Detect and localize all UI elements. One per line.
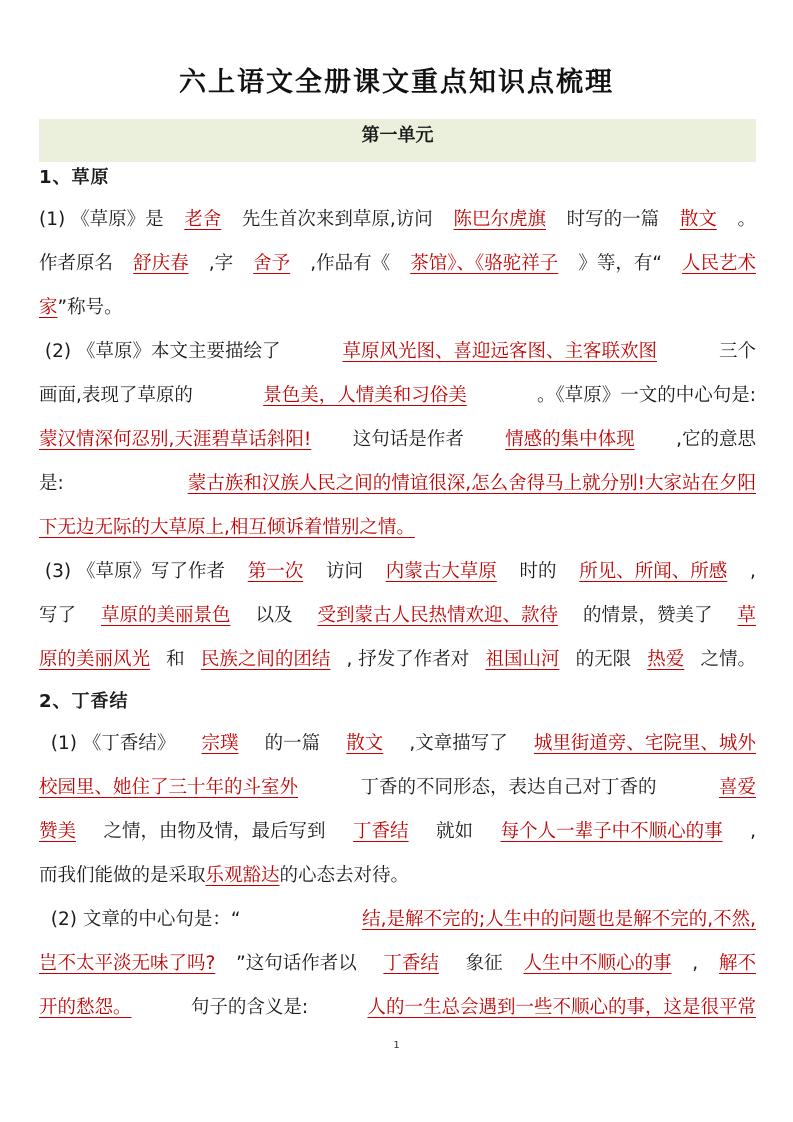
document-body bbox=[39, 158, 756, 1030]
text-segment: 。《草原》一文的中心句是: bbox=[537, 385, 756, 406]
text-segment: 》等，有“ bbox=[578, 253, 662, 274]
highlighted-key-phrase: 草原的美丽景色 bbox=[100, 605, 231, 626]
highlighted-key-phrase: 景色美，人情美和习俗美 bbox=[263, 385, 467, 406]
text-segment: 写了 bbox=[39, 605, 77, 626]
unit-header-bar bbox=[39, 119, 756, 162]
highlighted-key-phrase: 人的一生总会遇到一些不顺心的事，这是很平常 bbox=[367, 997, 756, 1018]
text-segment: 的情景，赞美了 bbox=[582, 605, 713, 626]
text-line bbox=[39, 722, 756, 766]
highlighted-key-phrase: 赞美 bbox=[39, 821, 77, 842]
text-segment: 先生首次来到草原,访问 bbox=[241, 209, 433, 230]
text-segment: (1) 《草原》是 bbox=[39, 209, 164, 230]
text-line bbox=[39, 462, 756, 506]
highlighted-key-phrase: 下无边无际的大草原上,相互倾诉着惜别之情。 bbox=[39, 517, 415, 538]
text-line bbox=[39, 898, 756, 942]
text-segment: 时写的一篇 bbox=[566, 209, 660, 230]
text-segment: 以及 bbox=[255, 605, 293, 626]
highlighted-key-phrase: 陈巴尔虎旗 bbox=[453, 209, 546, 230]
page-title: 六上语文全册课文重点知识点梳理 bbox=[179, 67, 614, 98]
text-line bbox=[39, 942, 756, 986]
text-segment: 之情，由物及情，最后写到 bbox=[103, 821, 326, 842]
text-segment: 是: bbox=[39, 473, 64, 494]
highlighted-key-phrase: 蒙古族和汉族人民之间的情谊很深,怎么舍得马上就分别!大家站在夕阳 bbox=[187, 473, 756, 494]
highlighted-key-phrase: 老舍 bbox=[184, 209, 222, 230]
text-line bbox=[39, 374, 756, 418]
highlighted-key-phrase: 受到蒙古人民热情欢迎、款待 bbox=[317, 605, 558, 626]
text-segment: 作者原名 bbox=[39, 253, 114, 274]
highlighted-key-phrase: 散文 bbox=[679, 209, 717, 230]
highlighted-key-phrase: 喜爱 bbox=[718, 777, 756, 798]
highlighted-key-phrase: 解不 bbox=[718, 953, 756, 974]
text-line bbox=[39, 594, 756, 638]
text-segment: 的一篇 bbox=[264, 733, 321, 754]
text-segment: ,作品有《 bbox=[310, 253, 391, 274]
text-line bbox=[39, 810, 756, 854]
text-segment: 三个 bbox=[718, 341, 756, 362]
text-line bbox=[39, 198, 756, 242]
highlighted-key-phrase: 宗璞 bbox=[201, 733, 239, 754]
text-line bbox=[39, 854, 756, 898]
highlighted-key-phrase: 乐观豁达 bbox=[205, 865, 280, 886]
highlighted-key-phrase: 岂不太平淡无味了吗? bbox=[39, 953, 216, 974]
text-segment: 时的 bbox=[519, 561, 557, 582]
highlighted-key-phrase: 城里街道旁、宅院里、城外 bbox=[533, 733, 756, 754]
unit-title: 第一单元 bbox=[361, 125, 434, 146]
text-segment: ”这句话作者以 bbox=[236, 953, 363, 974]
highlighted-key-phrase: 人生中不顺心的事 bbox=[523, 953, 672, 974]
text-segment: (2) 文章的中心句是：“ bbox=[39, 909, 241, 930]
section-heading: 1、草原 bbox=[39, 167, 110, 188]
text-line bbox=[39, 638, 756, 682]
text-line bbox=[39, 550, 756, 594]
text-segment: , bbox=[750, 821, 756, 842]
text-segment: 丁香的不同形态，表达自己对丁香的 bbox=[360, 777, 657, 798]
text-segment: 的心态去对待。 bbox=[279, 865, 410, 886]
highlighted-key-phrase: 第一次 bbox=[247, 561, 304, 582]
text-segment: 画面,表现了草原的 bbox=[39, 385, 193, 406]
text-segment: 就如 bbox=[436, 821, 474, 842]
text-line bbox=[39, 286, 756, 330]
highlighted-key-phrase: 舍予 bbox=[253, 253, 291, 274]
highlighted-key-phrase: 草 bbox=[737, 605, 756, 626]
highlighted-key-phrase: 舒庆春 bbox=[133, 253, 189, 274]
highlighted-key-phrase: 热爱 bbox=[647, 649, 685, 670]
text-segment: 访问 bbox=[325, 561, 363, 582]
highlighted-key-phrase: 丁香结 bbox=[353, 821, 409, 842]
page-number: 1 bbox=[393, 1040, 400, 1051]
highlighted-key-phrase: 校园里、她住了三十年的斗室外 bbox=[39, 777, 299, 798]
highlighted-key-phrase: 祖国山河 bbox=[485, 649, 560, 670]
highlighted-key-phrase: 原的美丽风光 bbox=[39, 649, 151, 670]
text-line bbox=[39, 330, 756, 374]
text-segment: 。 bbox=[737, 209, 756, 230]
text-segment: (1) 《丁香结》 bbox=[39, 733, 176, 754]
text-segment: ”称号。 bbox=[57, 297, 123, 318]
highlighted-key-phrase: 蒙汉情深何忍别,天涯碧草话斜阳! bbox=[39, 429, 312, 450]
text-segment: , 抒发了作者对 bbox=[346, 649, 470, 670]
highlighted-key-phrase: 丁香结 bbox=[383, 953, 439, 974]
text-line bbox=[39, 986, 756, 1030]
text-segment: 象征 bbox=[459, 953, 503, 974]
text-segment: ,它的意思 bbox=[676, 429, 756, 450]
highlighted-key-phrase: 茶馆》、《骆驼祥子 bbox=[410, 253, 559, 274]
text-line bbox=[39, 242, 756, 286]
highlighted-key-phrase: 家 bbox=[39, 297, 58, 318]
text-segment: , bbox=[692, 953, 699, 974]
text-segment: ,文章描写了 bbox=[409, 733, 508, 754]
highlighted-key-phrase: 民族之间的团结 bbox=[200, 649, 331, 670]
text-segment: , bbox=[750, 561, 756, 582]
text-line bbox=[39, 766, 756, 810]
highlighted-key-phrase: 所见、所闻、所感 bbox=[579, 561, 728, 582]
section-heading: 2、丁香结 bbox=[39, 691, 129, 712]
text-segment: 句子的含义是: bbox=[190, 997, 309, 1018]
highlighted-key-phrase: 人民艺术 bbox=[681, 253, 756, 274]
text-segment: 这句话是作者 bbox=[352, 429, 464, 450]
text-segment: ,字 bbox=[208, 253, 234, 274]
highlighted-key-phrase: 开的愁怨。 bbox=[39, 997, 132, 1018]
highlighted-key-phrase: 情感的集中体现 bbox=[505, 429, 635, 450]
text-segment: (2) 《草原》本文主要描绘了 bbox=[39, 341, 281, 362]
text-segment: (3) 《草原》写了作者 bbox=[39, 561, 225, 582]
text-segment: 之情。 bbox=[700, 649, 756, 670]
text-line bbox=[39, 506, 756, 550]
text-segment: 和 bbox=[166, 649, 185, 670]
text-segment: 的无限 bbox=[575, 649, 632, 670]
highlighted-key-phrase: 结,是解不完的;人生中的问题也是解不完的,不然, bbox=[362, 909, 756, 930]
highlighted-key-phrase: 内蒙古大草原 bbox=[385, 561, 497, 582]
highlighted-key-phrase: 草原风光图、喜迎远客图、主客联欢图 bbox=[342, 341, 657, 362]
highlighted-key-phrase: 散文 bbox=[346, 733, 384, 754]
highlighted-key-phrase: 每个人一辈子中不顺心的事 bbox=[500, 821, 723, 842]
text-segment: 而我们能做的是采取 bbox=[39, 865, 206, 886]
text-line bbox=[39, 418, 756, 462]
